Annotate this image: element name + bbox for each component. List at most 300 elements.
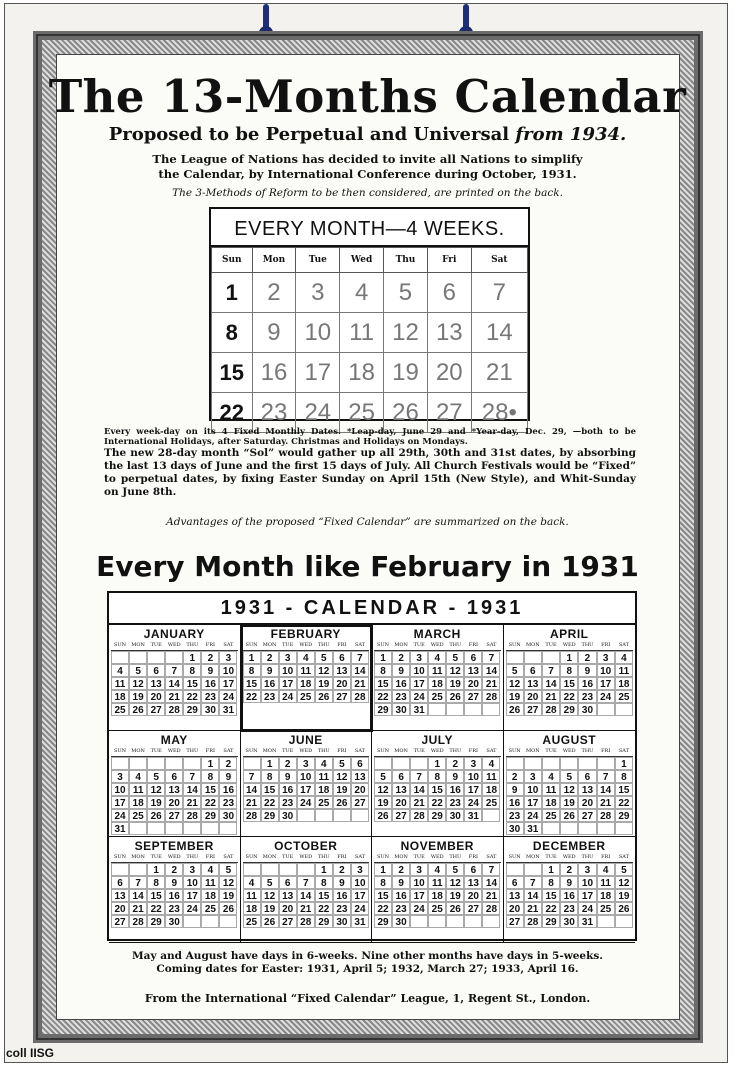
day-number: 21 xyxy=(542,690,560,703)
day-number: 31 xyxy=(410,703,428,716)
day-number: 15 xyxy=(428,783,446,796)
day-number: 10 xyxy=(597,664,615,677)
day-number: 4 xyxy=(615,651,633,664)
day-number: 22 xyxy=(615,796,633,809)
weekday-label: SUN xyxy=(245,642,258,648)
weekday-label: THU xyxy=(317,642,330,648)
month-days xyxy=(111,651,238,716)
day-number: 15 xyxy=(183,677,201,690)
day-number: 7 xyxy=(410,770,428,783)
day-number: 18 xyxy=(615,677,633,690)
month-days xyxy=(374,651,501,716)
day-number: 29 xyxy=(201,809,219,822)
month-october xyxy=(241,837,373,943)
day-number: 8 xyxy=(261,770,279,783)
day-number: 22 xyxy=(315,902,333,915)
day-number xyxy=(506,757,524,770)
day-cell: 11 xyxy=(340,313,384,353)
day-number: 9 xyxy=(506,783,524,796)
day-number: 13 xyxy=(506,889,524,902)
day-number: 18 xyxy=(597,889,615,902)
day-number: 13 xyxy=(351,770,369,783)
day-number: 27 xyxy=(111,915,129,928)
day-number: 17 xyxy=(183,889,201,902)
day-number: 13 xyxy=(165,783,183,796)
day-number: 9 xyxy=(578,664,596,677)
day-number: 19 xyxy=(219,889,237,902)
day-number xyxy=(183,822,201,835)
day-number: 20 xyxy=(147,690,165,703)
day-number: 21 xyxy=(482,889,500,902)
month-august xyxy=(504,731,636,837)
day-number: 17 xyxy=(297,783,315,796)
day-number: 23 xyxy=(446,796,464,809)
day-number: 9 xyxy=(201,664,219,677)
weekday-label: TUE xyxy=(545,748,557,754)
day-number: 22 xyxy=(183,690,201,703)
weekday-label: WED xyxy=(167,748,181,754)
day-number: 29 xyxy=(542,915,560,928)
day-number xyxy=(297,863,315,876)
day-number xyxy=(129,757,147,770)
day-number: 14 xyxy=(542,677,560,690)
day-number: 6 xyxy=(392,770,410,783)
day-number: 17 xyxy=(351,889,369,902)
day-number: 14 xyxy=(183,783,201,796)
day-number xyxy=(615,703,633,716)
weekday-label: SUN xyxy=(508,854,521,860)
day-number xyxy=(578,822,596,835)
day-number: 14 xyxy=(524,889,542,902)
day-number: 16 xyxy=(201,677,219,690)
day-number: 16 xyxy=(279,783,297,796)
day-cell: 2 xyxy=(252,273,296,313)
day-number: 24 xyxy=(464,796,482,809)
weekday-label: THU xyxy=(317,854,330,860)
month-name: AUGUST xyxy=(542,733,597,747)
day-number: 26 xyxy=(147,809,165,822)
day-number: 18 xyxy=(315,783,333,796)
weekday-label: FRI xyxy=(468,854,478,860)
weekday-label: SUN xyxy=(377,748,390,754)
day-number: 12 xyxy=(446,664,464,677)
collection-credit: coll IISG xyxy=(6,1046,55,1060)
day-number: 24 xyxy=(219,690,237,703)
weekday-label: MON xyxy=(131,854,145,860)
weekday-label: MON xyxy=(394,854,408,860)
day-number: 29 xyxy=(147,915,165,928)
weekday-label: SAT xyxy=(223,748,234,754)
day-number: 3 xyxy=(410,863,428,876)
day-number: 29 xyxy=(315,915,333,928)
weekday-row xyxy=(506,854,634,863)
day-number: 16 xyxy=(261,677,279,690)
day-number xyxy=(243,863,261,876)
weekday-label: THU xyxy=(449,642,462,648)
weekday-label: SAT xyxy=(618,642,629,648)
day-number: 10 xyxy=(524,783,542,796)
day-number: 3 xyxy=(297,757,315,770)
day-number: 3 xyxy=(578,863,596,876)
day-number: 1 xyxy=(147,863,165,876)
day-number: 25 xyxy=(111,703,129,716)
day-number: 16 xyxy=(333,889,351,902)
day-number: 24 xyxy=(279,690,297,703)
weekday-label: WED xyxy=(299,642,313,648)
day-number: 30 xyxy=(392,915,410,928)
month-name: SEPTEMBER xyxy=(134,839,214,853)
day-number: 28 xyxy=(482,902,500,915)
day-cell: 4 xyxy=(340,273,384,313)
weekday-label: WED xyxy=(430,642,444,648)
perpetual-month-heading: EVERY MONTH—4 WEEKS. xyxy=(211,209,528,247)
weekday-label: SAT xyxy=(486,854,497,860)
day-number: 6 xyxy=(147,664,165,677)
weekday-label: SAT xyxy=(618,748,629,754)
weekday-label: SUN xyxy=(508,642,521,648)
weekday-label: FRI xyxy=(468,642,478,648)
day-number: 16 xyxy=(578,677,596,690)
day-number xyxy=(111,757,129,770)
weekday-label: SUN xyxy=(377,854,390,860)
day-number: 14 xyxy=(482,664,500,677)
day-number: 25 xyxy=(615,690,633,703)
month-days xyxy=(374,863,501,928)
weekday-label: SAT xyxy=(354,854,365,860)
day-number: 6 xyxy=(165,770,183,783)
day-cell: 21 xyxy=(471,353,527,393)
weekday-label: SAT xyxy=(618,854,629,860)
day-number xyxy=(446,915,464,928)
day-number: 18 xyxy=(482,783,500,796)
day-number: 21 xyxy=(129,902,147,915)
day-number: 14 xyxy=(165,677,183,690)
day-number: 14 xyxy=(482,876,500,889)
day-number: 22 xyxy=(374,902,392,915)
day-cell: 3 xyxy=(296,273,340,313)
day-header: Sat xyxy=(471,248,527,273)
day-number: 3 xyxy=(597,651,615,664)
day-number: 30 xyxy=(578,703,596,716)
day-cell: 20 xyxy=(427,353,471,393)
day-number: 27 xyxy=(147,703,165,716)
day-header: Thu xyxy=(384,248,428,273)
weekday-label: MON xyxy=(131,748,145,754)
perpetual-month-grid xyxy=(209,207,530,426)
day-number: 15 xyxy=(147,889,165,902)
day-number: 6 xyxy=(464,863,482,876)
day-number: 22 xyxy=(560,690,578,703)
day-cell: 12 xyxy=(384,313,428,353)
day-number: 23 xyxy=(333,902,351,915)
month-name: DECEMBER xyxy=(532,839,606,853)
day-header: Tue xyxy=(296,248,340,273)
day-number: 15 xyxy=(560,677,578,690)
day-number: 9 xyxy=(560,876,578,889)
month-may xyxy=(109,731,241,837)
day-number: 25 xyxy=(243,915,261,928)
weekday-label: WED xyxy=(562,642,576,648)
day-number: 4 xyxy=(243,876,261,889)
day-number: 26 xyxy=(560,809,578,822)
day-number: 19 xyxy=(374,796,392,809)
weekday-label: THU xyxy=(317,748,330,754)
day-cell: 8 xyxy=(212,313,253,353)
day-number: 5 xyxy=(615,863,633,876)
day-number: 20 xyxy=(464,677,482,690)
day-number: 25 xyxy=(428,902,446,915)
day-number: 28 xyxy=(597,809,615,822)
day-number xyxy=(506,651,524,664)
weekday-label: FRI xyxy=(601,642,611,648)
month-name: JULY xyxy=(421,733,454,747)
day-number: 31 xyxy=(524,822,542,835)
weekday-label: TUE xyxy=(282,854,294,860)
methods-note: The 3-Methods of Reform to be then considered, are printed on the back. xyxy=(172,187,563,199)
day-number: 19 xyxy=(315,677,333,690)
day-number: 2 xyxy=(165,863,183,876)
day-number xyxy=(147,651,165,664)
weekday-row xyxy=(111,642,238,651)
month-december xyxy=(504,837,636,943)
day-number: 4 xyxy=(542,770,560,783)
day-number: 28 xyxy=(165,703,183,716)
day-number: 1 xyxy=(374,863,392,876)
advantages-note: Advantages of the proposed “Fixed Calendar” are summarized on the back. xyxy=(166,516,569,528)
day-number: 2 xyxy=(333,863,351,876)
day-number: 2 xyxy=(201,651,219,664)
day-number: 8 xyxy=(201,770,219,783)
day-number: 14 xyxy=(410,783,428,796)
intro-line-1: The League of Nations has decided to invite all Nations to simplify xyxy=(152,152,583,166)
day-number: 12 xyxy=(615,876,633,889)
day-cell: 19 xyxy=(384,353,428,393)
day-number: 12 xyxy=(446,876,464,889)
day-number: 21 xyxy=(165,690,183,703)
day-number: 19 xyxy=(129,690,147,703)
day-number: 24 xyxy=(524,809,542,822)
day-number xyxy=(542,822,560,835)
day-number: 13 xyxy=(392,783,410,796)
day-number: 2 xyxy=(279,757,297,770)
day-number: 26 xyxy=(129,703,147,716)
weekday-row xyxy=(243,642,370,651)
day-number: 30 xyxy=(201,703,219,716)
footer-notes xyxy=(0,950,735,976)
day-number: 9 xyxy=(261,664,279,677)
day-number: 31 xyxy=(111,822,129,835)
day-number: 20 xyxy=(578,796,596,809)
day-number: 17 xyxy=(410,677,428,690)
day-number: 28 xyxy=(183,809,201,822)
weekday-label: WED xyxy=(430,854,444,860)
day-number xyxy=(597,757,615,770)
weekday-label: WED xyxy=(167,854,181,860)
day-number xyxy=(560,757,578,770)
day-number: 12 xyxy=(560,783,578,796)
day-number: 30 xyxy=(279,809,297,822)
day-number: 2 xyxy=(392,863,410,876)
footer-line-2: Coming dates for Easter: 1931, April 5; 1932, March 27; 1933, April 16. xyxy=(156,963,579,975)
day-number xyxy=(147,822,165,835)
weekday-label: WED xyxy=(562,748,576,754)
day-number: 11 xyxy=(111,677,129,690)
day-number: 13 xyxy=(111,889,129,902)
day-number: 1 xyxy=(201,757,219,770)
day-number: 8 xyxy=(428,770,446,783)
day-number: 11 xyxy=(428,664,446,677)
day-number: 3 xyxy=(111,770,129,783)
reform-notes-main: The new 28-day month “Sol” would gather up all 29th, 30th and 31st dates, by absorbing the last 13 days of June and the first 15 days of July. All Church Festivals would be “Fixed” to perpetual dates, by fixing Easter Sunday on April 15th (New Style), and Whit-Sunday on June 8th. xyxy=(104,447,636,498)
day-number: 29 xyxy=(615,809,633,822)
month-february xyxy=(241,625,373,731)
weekday-label: MON xyxy=(262,854,277,860)
day-number: 21 xyxy=(183,796,201,809)
day-number: 10 xyxy=(464,770,482,783)
day-number: 10 xyxy=(410,664,428,677)
day-cell: 14 xyxy=(471,313,527,353)
every-month-heading: Every Month like February in 1931 xyxy=(96,550,639,583)
day-number: 7 xyxy=(351,651,369,664)
day-number: 13 xyxy=(279,889,297,902)
day-number: 6 xyxy=(464,651,482,664)
day-number: 19 xyxy=(615,889,633,902)
day-number: 2 xyxy=(392,651,410,664)
day-number: 15 xyxy=(542,889,560,902)
day-number: 19 xyxy=(446,889,464,902)
day-number: 16 xyxy=(392,677,410,690)
day-number: 4 xyxy=(111,664,129,677)
day-number: 13 xyxy=(464,664,482,677)
weekday-label: FRI xyxy=(205,642,215,648)
weekday-label: SUN xyxy=(245,854,258,860)
month-name: JANUARY xyxy=(143,627,205,641)
day-number: 4 xyxy=(482,757,500,770)
day-header: Wed xyxy=(340,248,384,273)
day-cell: 1 xyxy=(212,273,253,313)
day-number: 22 xyxy=(428,796,446,809)
day-number: 7 xyxy=(129,876,147,889)
day-number: 14 xyxy=(243,783,261,796)
day-number: 26 xyxy=(261,915,279,928)
day-number: 4 xyxy=(129,770,147,783)
day-number: 27 xyxy=(506,915,524,928)
weekday-label: FRI xyxy=(205,854,215,860)
day-number: 10 xyxy=(279,664,297,677)
day-number: 13 xyxy=(578,783,596,796)
day-number: 11 xyxy=(297,664,315,677)
day-number: 30 xyxy=(165,915,183,928)
day-number: 23 xyxy=(578,690,596,703)
weekday-label: FRI xyxy=(337,854,347,860)
day-number: 12 xyxy=(506,677,524,690)
day-number xyxy=(297,809,315,822)
day-number: 16 xyxy=(560,889,578,902)
day-number: 11 xyxy=(201,876,219,889)
day-number: 21 xyxy=(524,902,542,915)
day-number: 27 xyxy=(464,690,482,703)
day-number: 6 xyxy=(351,757,369,770)
day-number: 16 xyxy=(446,783,464,796)
day-number: 23 xyxy=(506,809,524,822)
day-number: 14 xyxy=(129,889,147,902)
day-number: 1 xyxy=(615,757,633,770)
month-november xyxy=(372,837,504,943)
day-number: 8 xyxy=(615,770,633,783)
day-number: 17 xyxy=(578,889,596,902)
day-number: 5 xyxy=(261,876,279,889)
day-number: 7 xyxy=(243,770,261,783)
day-number: 27 xyxy=(464,902,482,915)
day-number: 28 xyxy=(524,915,542,928)
day-number: 29 xyxy=(560,703,578,716)
day-number: 28 xyxy=(243,809,261,822)
perpetual-month-table xyxy=(211,247,528,433)
day-number: 21 xyxy=(482,677,500,690)
day-number: 28 xyxy=(482,690,500,703)
day-number: 3 xyxy=(183,863,201,876)
poster-subtitle xyxy=(0,124,735,145)
day-number: 4 xyxy=(428,863,446,876)
day-number: 27 xyxy=(279,915,297,928)
day-number: 8 xyxy=(374,876,392,889)
day-number: 12 xyxy=(333,770,351,783)
weekday-label: SAT xyxy=(486,748,497,754)
weekday-label: THU xyxy=(449,748,462,754)
day-number: 8 xyxy=(374,664,392,677)
day-number: 5 xyxy=(446,863,464,876)
weekday-label: THU xyxy=(581,748,594,754)
day-number: 25 xyxy=(297,690,315,703)
day-number: 1 xyxy=(261,757,279,770)
day-number xyxy=(183,915,201,928)
day-number: 19 xyxy=(506,690,524,703)
day-cell: 6 xyxy=(427,273,471,313)
day-number: 25 xyxy=(201,902,219,915)
day-number: 25 xyxy=(315,796,333,809)
day-number xyxy=(597,915,615,928)
day-number: 27 xyxy=(165,809,183,822)
day-number xyxy=(597,822,615,835)
weekday-label: SAT xyxy=(223,642,234,648)
month-name: MARCH xyxy=(413,627,461,641)
weekday-label: MON xyxy=(526,748,540,754)
weekday-label: MON xyxy=(262,748,277,754)
month-march xyxy=(372,625,504,731)
months-grid xyxy=(109,625,635,943)
weekday-label: SUN xyxy=(245,748,258,754)
day-number: 12 xyxy=(261,889,279,902)
weekday-label: SAT xyxy=(354,642,365,648)
month-name: APRIL xyxy=(550,627,589,641)
day-number: 20 xyxy=(165,796,183,809)
weekday-label: MON xyxy=(131,642,145,648)
day-number: 4 xyxy=(201,863,219,876)
day-number: 7 xyxy=(482,651,500,664)
day-header: Mon xyxy=(252,248,296,273)
day-number: 17 xyxy=(219,677,237,690)
day-number xyxy=(165,822,183,835)
weekday-label: TUE xyxy=(545,642,557,648)
day-number: 20 xyxy=(333,677,351,690)
day-cell: 26 xyxy=(384,393,428,433)
day-number xyxy=(446,703,464,716)
day-number: 8 xyxy=(183,664,201,677)
day-number: 5 xyxy=(446,651,464,664)
day-number: 9 xyxy=(392,664,410,677)
day-number xyxy=(410,757,428,770)
day-number: 28 xyxy=(351,690,369,703)
